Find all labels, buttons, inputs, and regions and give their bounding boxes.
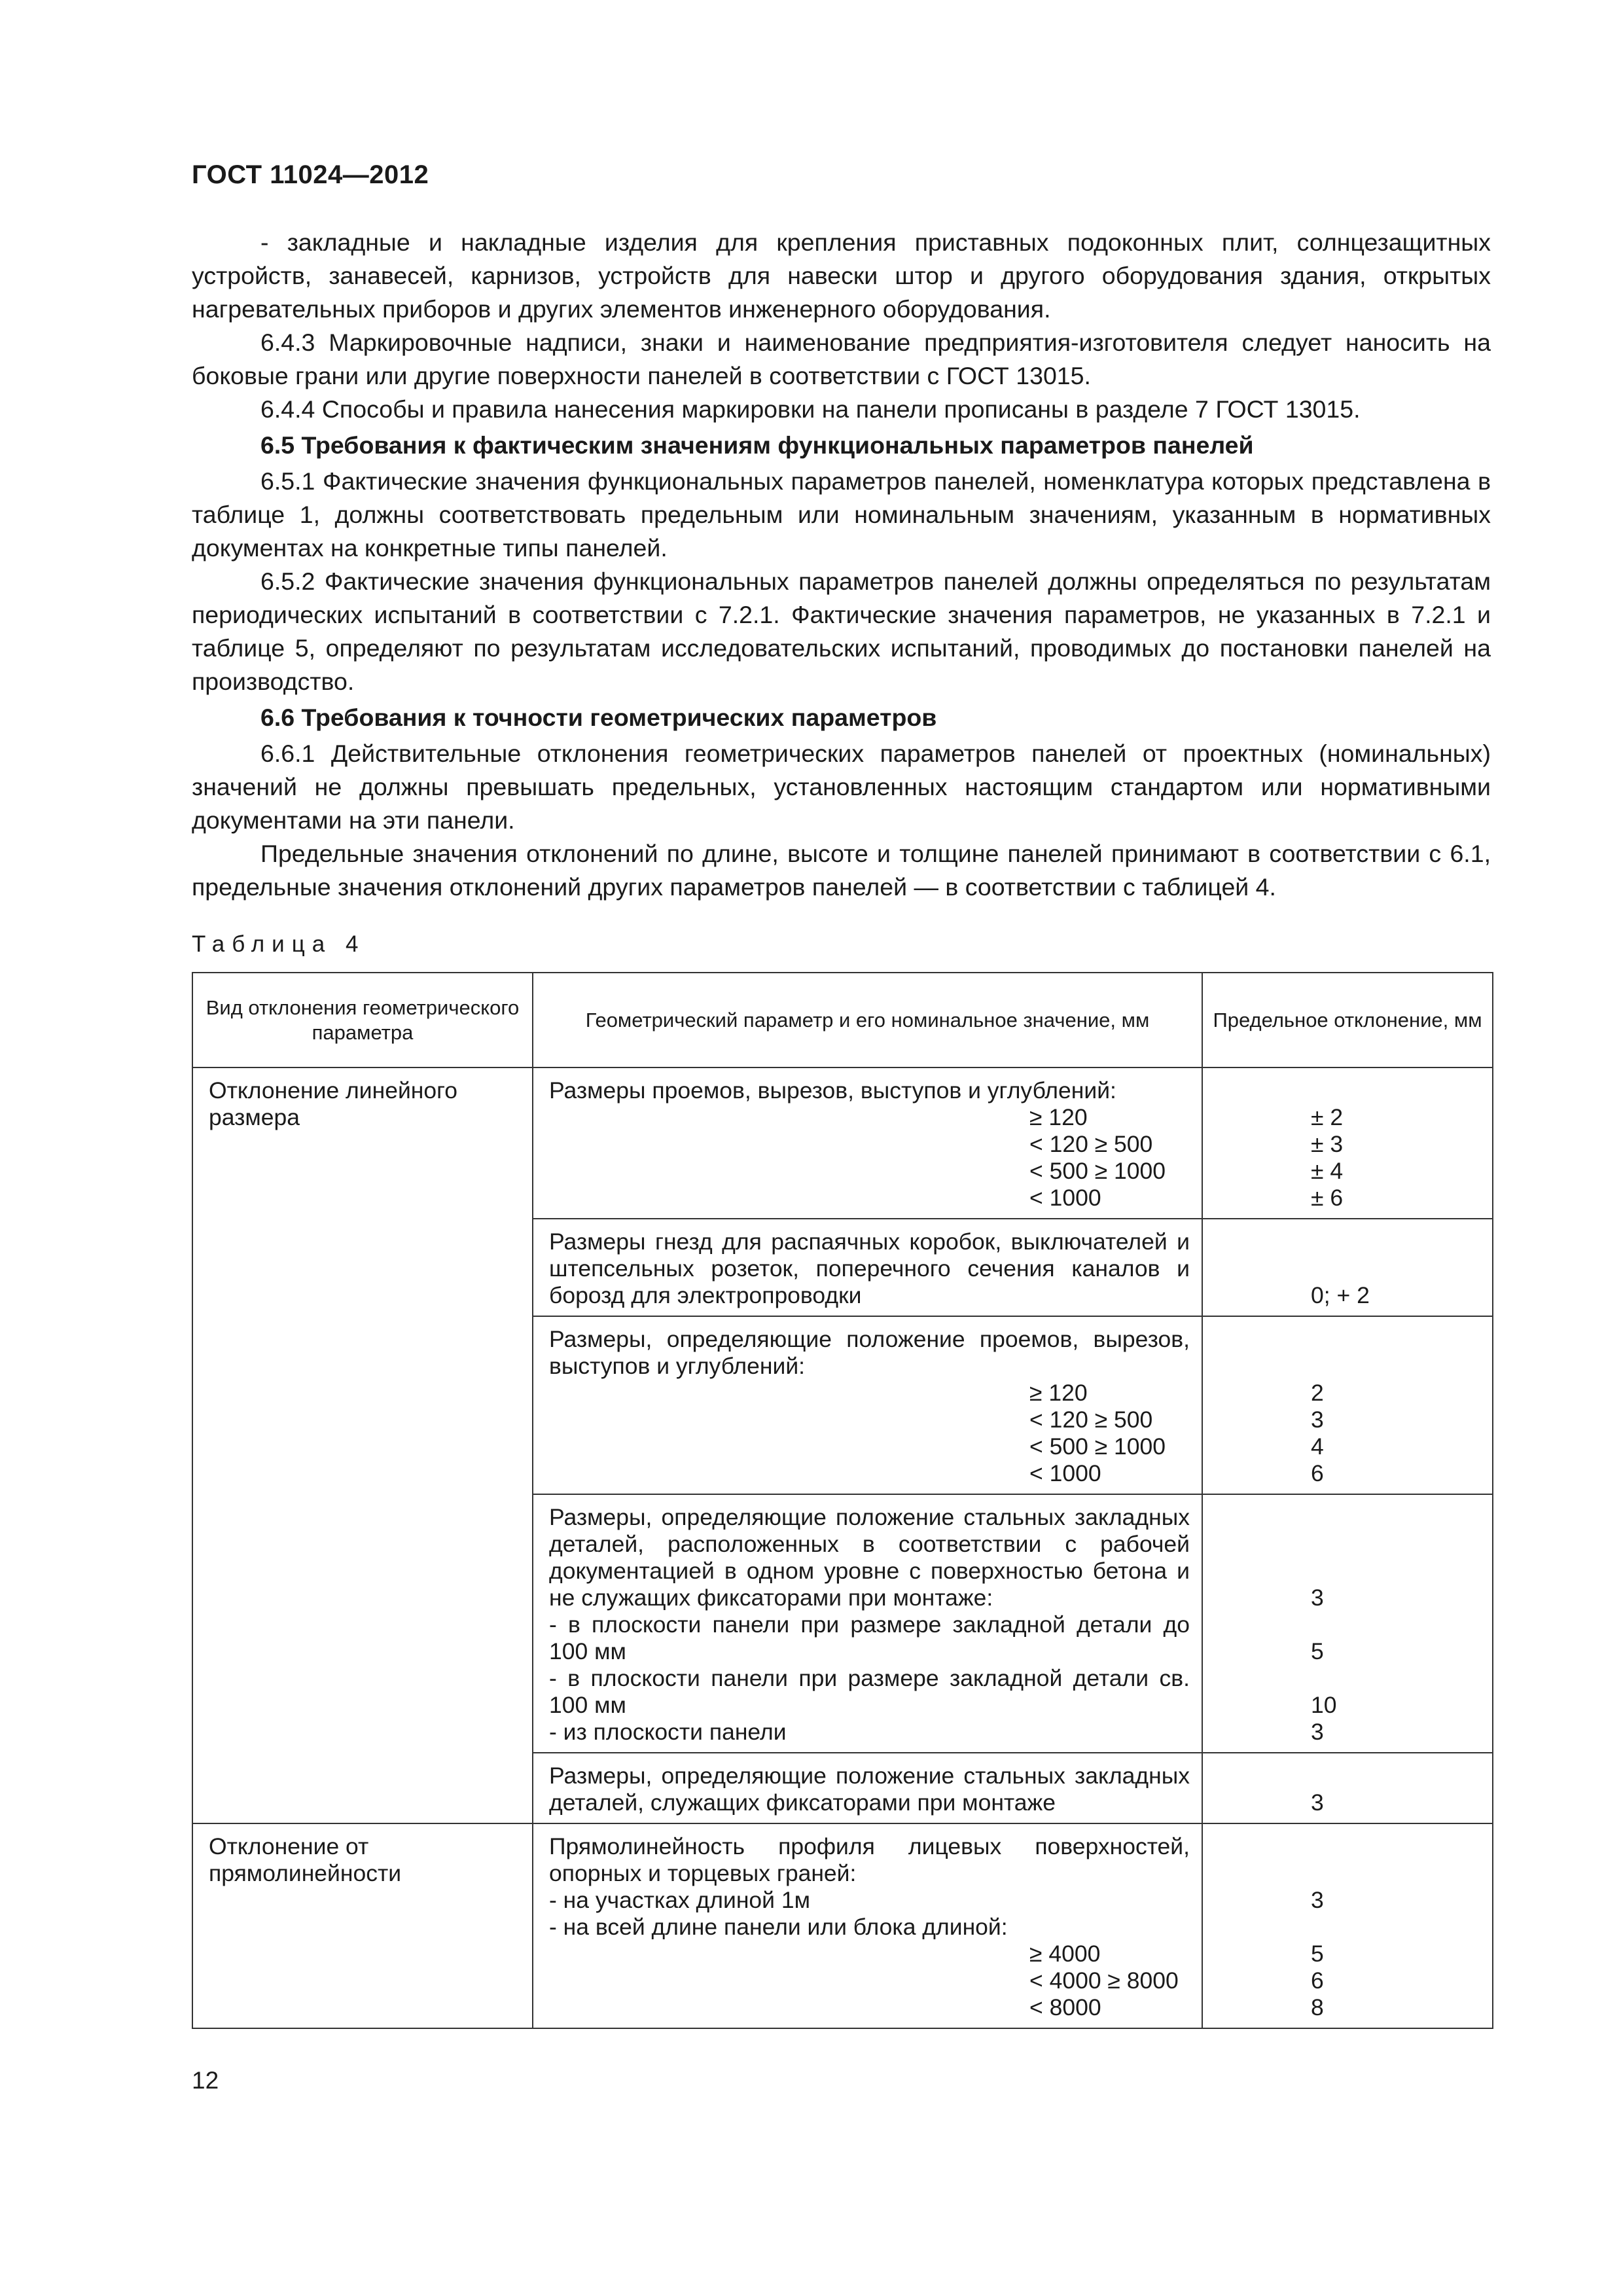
table-caption: Таблица 4 [192, 931, 366, 957]
deviation-cell [1202, 1316, 1493, 1494]
deviation-cell [1202, 1067, 1493, 1219]
deviation-value [1311, 1558, 1388, 1585]
deviation-cell [1202, 1494, 1493, 1753]
deviation-value: 3 [1311, 1789, 1324, 1816]
deviation-cell [1202, 1823, 1493, 2028]
paragraph-6-5-2: 6.5.2 Фактические значения функциональных параметров панелей должны определяться по результатам периодических испытаний в соответствии с 7.2.1. Фактические значения параметров, не указанных в 7.2.1 и таблице 5, определяют по результатам исследовательских испытаний, проводимых до постановки панелей на производство. [192, 567, 1491, 695]
deviation-value [1311, 1860, 1388, 1887]
param-line: < 120 ≥ 500 [1029, 1131, 1153, 1157]
deviation-value: 6 [1311, 1967, 1324, 1994]
table-row [192, 1823, 1493, 2028]
deviation-cell [1202, 1219, 1493, 1316]
deviation-kind-cell [192, 1823, 533, 2028]
param-line: < 1000 [1029, 1460, 1101, 1486]
parameter-cell [533, 1494, 1202, 1753]
deviation-cell [1202, 1753, 1493, 1823]
deviation-value [1311, 1255, 1388, 1282]
parameter-cell: Размеры, определяющие положение стальных закладных деталей, служащих фиксаторами при монтаже [533, 1753, 1202, 1823]
parameter-cell [533, 1067, 1202, 1219]
deviation-value [1311, 1833, 1388, 1860]
param-line: < 1000 [1029, 1185, 1101, 1211]
parameter-cell [533, 1823, 1202, 2028]
document-body [192, 226, 1491, 904]
deviation-value [1311, 1665, 1388, 1692]
table-header-row [192, 973, 1493, 1067]
deviation-value: ± 2 [1311, 1104, 1344, 1130]
deviation-value: ± 6 [1311, 1185, 1344, 1211]
paragraph-6-6-1: 6.6.1 Действительные отклонения геометрических параметров панелей от проектных (номинальных) значений не должны превышать предельных, установленных настоящим стандартом или нормативными документами на эти панели. [192, 740, 1491, 834]
deviation-table [192, 972, 1493, 2029]
deviation-kind-label: Отклонение от прямолинейности [209, 1833, 402, 1886]
param-line: - из плоскости панели [549, 1719, 787, 1745]
column-header-deviation: Предельное отклонение, мм [1202, 973, 1493, 1067]
param-line: Прямолинейность профиля лицевых поверхностей, опорных и торцевых граней: [549, 1833, 1190, 1886]
deviation-value: 0; + 2 [1311, 1282, 1370, 1308]
param-line: Размеры, определяющие положение стальных закладных деталей, расположенных в соответствии с рабочей документацией в одном уровне с поверхностью бетона и не служащих фиксаторами при монтаже: [549, 1504, 1190, 1611]
deviation-value [1311, 1763, 1388, 1789]
deviation-value: 5 [1311, 1638, 1324, 1664]
deviation-value [1311, 1353, 1388, 1380]
deviation-value: 2 [1311, 1380, 1324, 1406]
column-header-kind: Вид отклонения геометрического параметра [192, 973, 533, 1067]
param-line: < 8000 [1029, 1994, 1101, 2020]
section-heading-6-6: 6.6 Требования к точности геометрических параметров [260, 704, 937, 731]
param-line: < 500 ≥ 1000 [1029, 1158, 1166, 1184]
deviation-value [1311, 1531, 1388, 1558]
deviation-value: 3 [1311, 1585, 1324, 1611]
param-line: Размеры проемов, вырезов, выступов и углублений: [549, 1077, 1116, 1103]
deviation-value: 8 [1311, 1994, 1324, 2020]
deviation-value: ± 4 [1311, 1158, 1344, 1184]
paragraph-embedded-parts: - закладные и накладные изделия для крепления приставных подоконных плит, солнцезащитных устройств, занавесей, карнизов, устройств для навески штор и другого оборудования здания, открытых нагревательных приборов и других элементов инженерного оборудования. [192, 228, 1491, 323]
param-line: - в плоскости панели при размере закладной детали св. 100 мм [549, 1665, 1190, 1718]
param-line: - на всей длине панели или блока длиной: [549, 1914, 1008, 1940]
param-line: Размеры, определяющие положение проемов, вырезов, выступов и углублений: [549, 1326, 1190, 1379]
param-line: - на участках длиной 1м [549, 1887, 811, 1913]
deviation-value: 5 [1311, 1941, 1324, 1967]
deviation-value: 10 [1311, 1692, 1337, 1718]
deviation-value [1311, 1611, 1388, 1638]
param-line: ≥ 120 [1029, 1380, 1088, 1406]
deviation-value: 3 [1311, 1719, 1324, 1745]
deviation-value: 3 [1311, 1407, 1324, 1433]
deviation-value [1311, 1326, 1388, 1353]
column-header-parameter: Геометрический параметр и его номинальное значение, мм [533, 973, 1202, 1067]
document-header: ГОСТ 11024—2012 [192, 160, 429, 189]
param-line: < 500 ≥ 1000 [1029, 1433, 1166, 1460]
param-line: - в плоскости панели при размере закладной детали до 100 мм [549, 1611, 1190, 1664]
param-line: ≥ 4000 [1029, 1941, 1101, 1967]
deviation-value: 4 [1311, 1433, 1324, 1460]
paragraph-6-5-1: 6.5.1 Фактические значения функциональных параметров панелей, номенклатура которых представлена в таблице 1, должны соответствовать предельным или номинальным значениям, указанным в нормативных документах на конкретные типы панелей. [192, 467, 1491, 562]
deviation-value [1311, 1914, 1388, 1941]
parameter-cell: Размеры гнезд для распаячных коробок, выключателей и штепсельных розеток, поперечного сечения каналов и борозд для электропроводки [533, 1219, 1202, 1316]
param-line: < 4000 ≥ 8000 [1029, 1967, 1179, 1994]
paragraph-limit-values: Предельные значения отклонений по длине, высоте и толщине панелей принимают в соответствии с 6.1, предельные значения отклонений других параметров панелей — в соответствии с таблицей 4. [192, 840, 1491, 901]
table-row [192, 1067, 1493, 1219]
deviation-value: 6 [1311, 1460, 1324, 1486]
paragraph-6-4-3: 6.4.3 Маркировочные надписи, знаки и наименование предприятия-изготовителя следует наносить на боковые грани или другие поверхности панелей в соответствии с ГОСТ 13015. [192, 329, 1491, 389]
param-line: < 120 ≥ 500 [1029, 1407, 1153, 1433]
page-number: 12 [192, 2067, 219, 2094]
parameter-cell [533, 1316, 1202, 1494]
deviation-kind-cell: Отклонение линейного размера [192, 1067, 533, 1823]
deviation-value [1311, 1504, 1388, 1531]
param-line: ≥ 120 [1029, 1104, 1088, 1130]
deviation-value [1311, 1229, 1388, 1255]
paragraph-6-4-4: 6.4.4 Способы и правила нанесения маркировки на панели прописаны в разделе 7 ГОСТ 13015. [260, 395, 1361, 423]
deviation-value [1311, 1077, 1388, 1104]
section-heading-6-5: 6.5 Требования к фактическим значениям функциональных параметров панелей [260, 431, 1254, 459]
deviation-value: ± 3 [1311, 1131, 1344, 1157]
deviation-value: 3 [1311, 1887, 1324, 1913]
